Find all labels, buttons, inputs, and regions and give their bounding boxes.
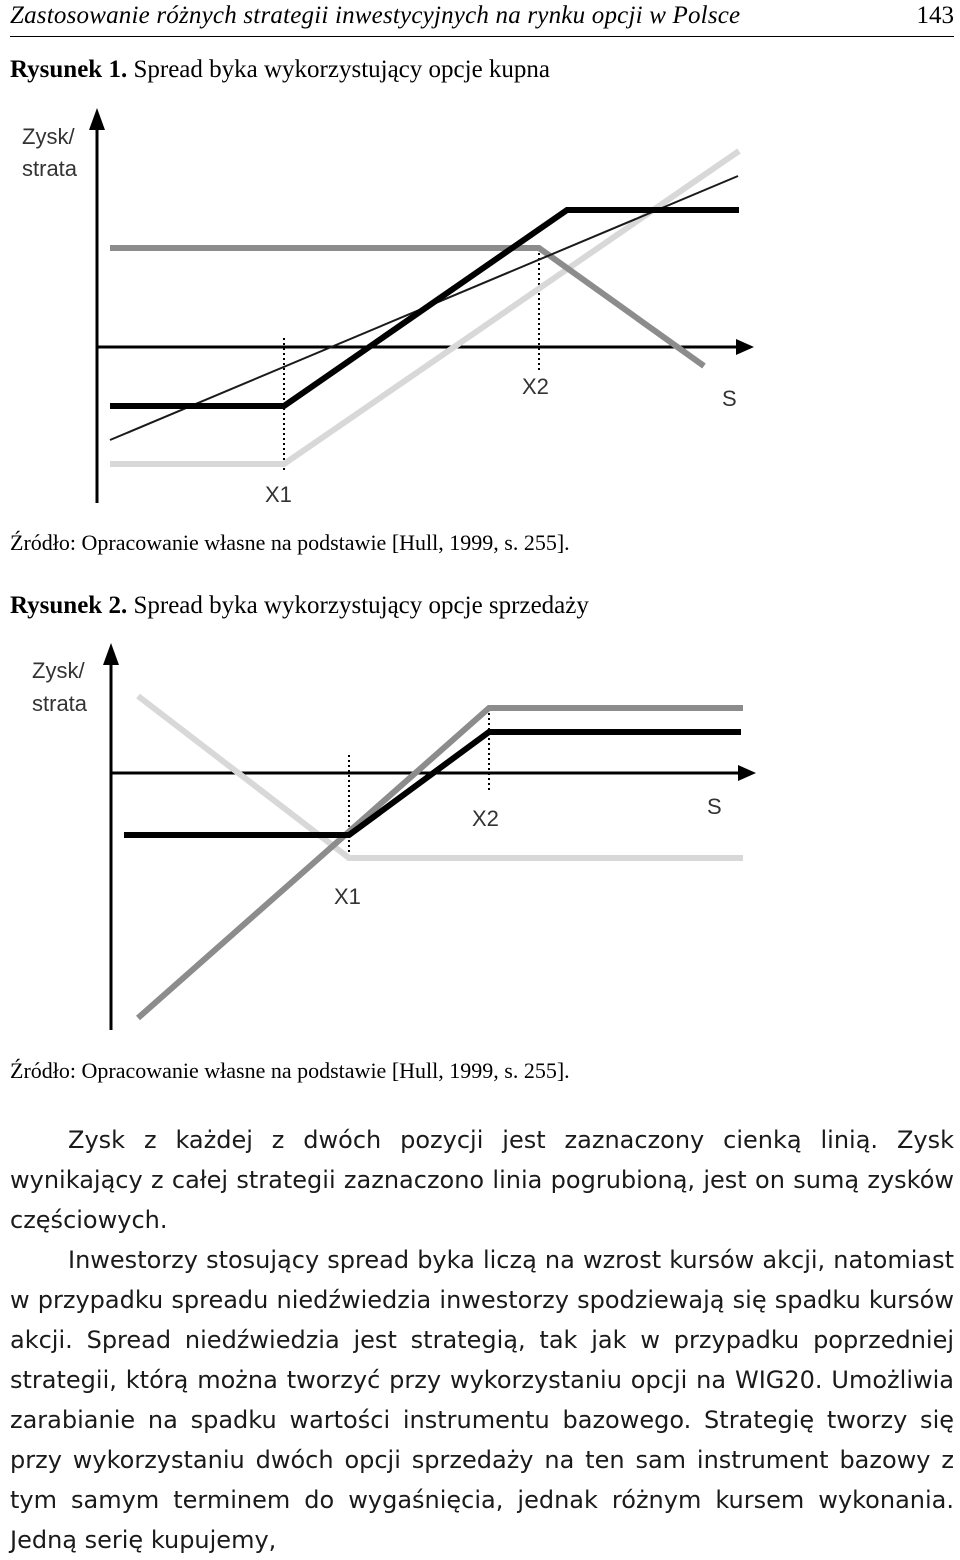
figure-1-label: Rysunek 1. [10, 56, 128, 83]
figure-1-y-axis-arrow [89, 108, 105, 130]
figure-1-x2-label: X2 [522, 374, 549, 399]
figure-2-y-label-line2: strata [32, 691, 88, 716]
figure-1-s-label: S [722, 386, 737, 411]
body-text [10, 1120, 954, 1560]
figure-2-title [10, 592, 589, 620]
figure-2-label: Rysunek 2. [10, 592, 128, 619]
body-paragraph-2: Inwestorzy stosujący spread byka liczą na wzrost kursów akcji, natomiast w przypadku spreadu niedźwiedzia inwestorzy spodziewają się spadku kursów akcji. Spread niedźwiedzia jest strategią, tak jak w przypadku poprzedniej strategii, którą można tworzyć przy wykorzystaniu opcji na WIG20. Umożliwia zarabianie na spadku wartości instrumentu bazowego. Strategię tworzy się przy wykorzystaniu dwóch opcji sprzedaży na ten sam instrument bazowy z tym samym terminem do wygaśnięcia, jednak różnym kursem wykonania. Jedną serię kupujemy, [10, 1246, 954, 1554]
running-header [10, 0, 954, 37]
figure-2-x-axis-arrow [738, 765, 756, 781]
figure-1-y-label-line2: strata [22, 156, 78, 181]
header-title: Zastosowanie różnych strategii inwestycyjnych na rynku opcji w Polsce [10, 2, 741, 29]
figure-1-chart [0, 90, 960, 510]
figure-1-x-axis-arrow [736, 339, 754, 355]
figure-2-s-label: S [707, 794, 722, 819]
figure-2-strategy-line [124, 732, 741, 835]
figure-1-strategy-line [110, 210, 739, 406]
figure-2-chart [0, 630, 960, 1040]
figure-2-y-label-line1: Zysk/ [32, 658, 85, 683]
figure-2-x2-label: X2 [472, 806, 499, 831]
figure-2-short-put-line [138, 708, 743, 1018]
figure-2-caption: Spread byka wykorzystujący opcje sprzedaży [133, 592, 589, 619]
figure-1-caption: Spread byka wykorzystujący opcje kupna [133, 56, 551, 83]
figure-2-source: Źródło: Opracowanie własne na podstawie [Hull, 1999, s. 255]. [10, 1058, 570, 1083]
body-paragraph-1: Zysk z każdej z dwóch pozycji jest zaznaczony cienką linią. Zysk wynikający z całej strategii zaznaczono linia pogrubioną, jest on sumą zysków częściowych. [10, 1126, 954, 1234]
figure-1-title [10, 56, 550, 84]
figure-1-x1-label: X1 [265, 482, 292, 507]
figure-2-x1-label: X1 [334, 884, 361, 909]
figure-1-y-label-line1: Zysk/ [22, 124, 75, 149]
figure-1-source: Źródło: Opracowanie własne na podstawie [Hull, 1999, s. 255]. [10, 530, 570, 555]
page-number: 143 [916, 2, 954, 29]
figure-2-y-axis-arrow [103, 643, 119, 665]
